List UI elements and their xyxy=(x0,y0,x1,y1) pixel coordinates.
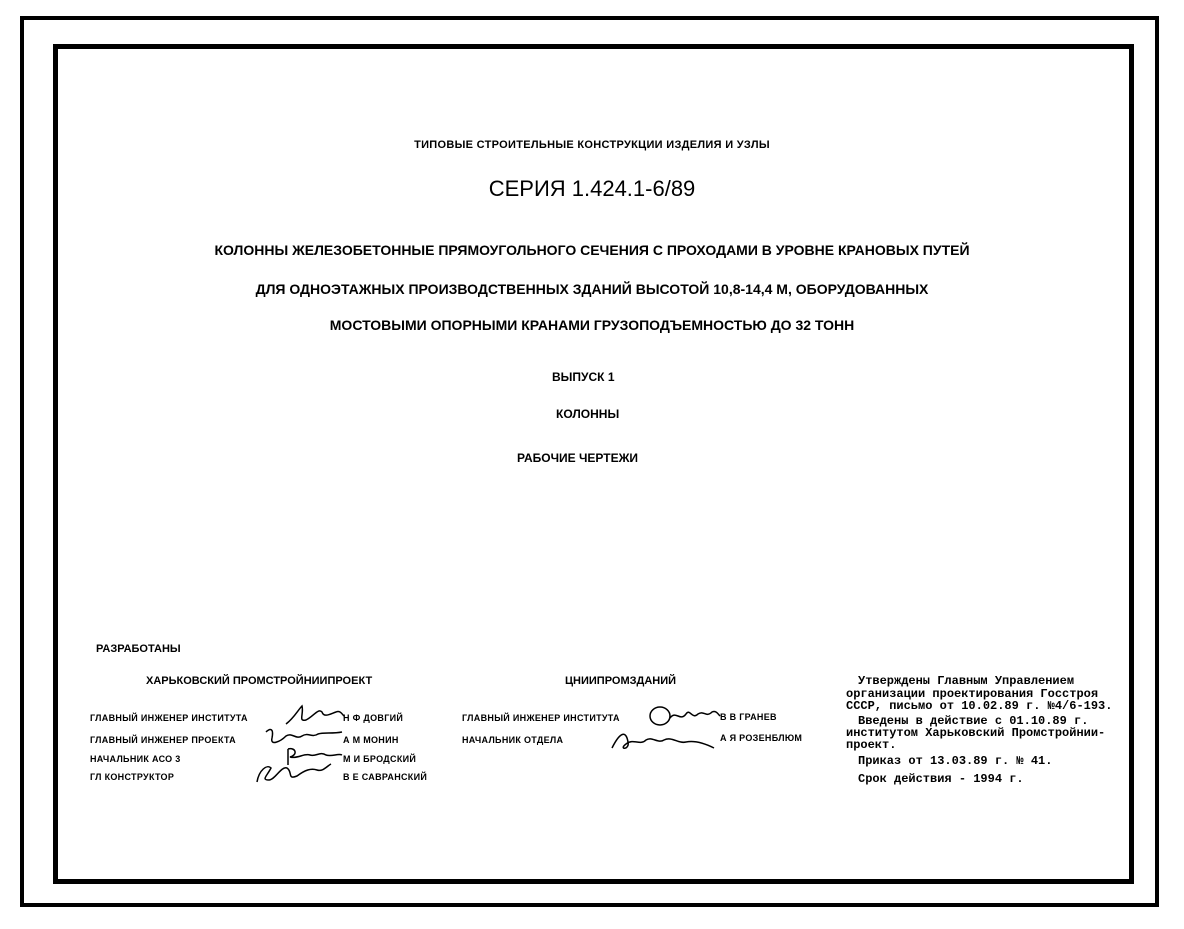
org2-role: НАЧАЛЬНИК ОТДЕЛА xyxy=(462,735,564,745)
org1-role: ГЛАВНЫЙ ИНЖЕНЕР ПРОЕКТА xyxy=(90,735,236,745)
title-line-2: ДЛЯ ОДНОЭТАЖНЫХ ПРОИЗВОДСТВЕННЫХ ЗДАНИЙ ВЫСОТОЙ 10,8-14,4 М, ОБОРУДОВАННЫХ xyxy=(255,281,929,297)
signature-6 xyxy=(606,726,716,756)
approval-line: институтом Харьковский Промстройнии- xyxy=(846,726,1106,740)
org1-person: М И БРОДСКИЙ xyxy=(343,754,417,764)
org1-role: ГЛ КОНСТРУКТОР xyxy=(90,772,175,782)
series-number: СЕРИЯ 1.424.1-6/89 xyxy=(488,176,696,201)
title-line-1: КОЛОННЫ ЖЕЛЕЗОБЕТОННЫЕ ПРЯМОУГОЛЬНОГО СЕЧЕНИЯ С ПРОХОДАМИ В УРОВНЕ КРАНОВЫХ ПУТЕЙ xyxy=(214,242,970,258)
approval-line: организации проектирования Госстроя xyxy=(846,687,1099,701)
document-type: РАБОЧИЕ ЧЕРТЕЖИ xyxy=(517,451,639,465)
approval-line: Приказ от 13.03.89 г. № 41. xyxy=(858,754,1053,768)
org1-person: В Е САВРАНСКИЙ xyxy=(343,772,428,782)
approval-line: проект. xyxy=(846,738,897,752)
approval-line: СССР, письмо от 10.02.89 г. №4/6-193. xyxy=(846,699,1113,713)
title-line-3: МОСТОВЫМИ ОПОРНЫМИ КРАНАМИ ГРУЗОПОДЪЕМНОСТЬЮ ДО 32 ТОНН xyxy=(329,317,855,333)
subject-label: КОЛОННЫ xyxy=(556,407,620,421)
developed-label: РАЗРАБОТАНЫ xyxy=(96,643,181,655)
approval-line: Срок действия - 1994 г. xyxy=(858,772,1024,786)
org1-role: НАЧАЛЬНИК АСО 3 xyxy=(90,754,181,764)
org2-role: ГЛАВНЫЙ ИНЖЕНЕР ИНСТИТУТА xyxy=(462,713,620,723)
org1-person: А М МОНИН xyxy=(343,735,399,745)
org1-person: Н Ф ДОВГИЙ xyxy=(343,713,404,723)
org2-person: В В ГРАНЕВ xyxy=(720,712,777,722)
org2-person: А Я РОЗЕНБЛЮМ xyxy=(720,733,803,743)
issue-label: ВЫПУСК 1 xyxy=(552,370,615,384)
org1-role: ГЛАВНЫЙ ИНЖЕНЕР ИНСТИТУТА xyxy=(90,713,248,723)
org1-name: ХАРЬКОВСКИЙ ПРОМСТРОЙНИИПРОЕКТ xyxy=(146,675,373,687)
approval-line: Утверждены Главным Управлением xyxy=(858,674,1075,688)
org2-name: ЦНИИПРОМЗДАНИЙ xyxy=(565,675,677,687)
signature-4 xyxy=(253,758,333,788)
approval-line: Введены в действие с 01.10.89 г. xyxy=(858,714,1089,728)
category-heading: ТИПОВЫЕ СТРОИТЕЛЬНЫЕ КОНСТРУКЦИИ ИЗДЕЛИЯ И УЗЛЫ xyxy=(414,139,770,151)
